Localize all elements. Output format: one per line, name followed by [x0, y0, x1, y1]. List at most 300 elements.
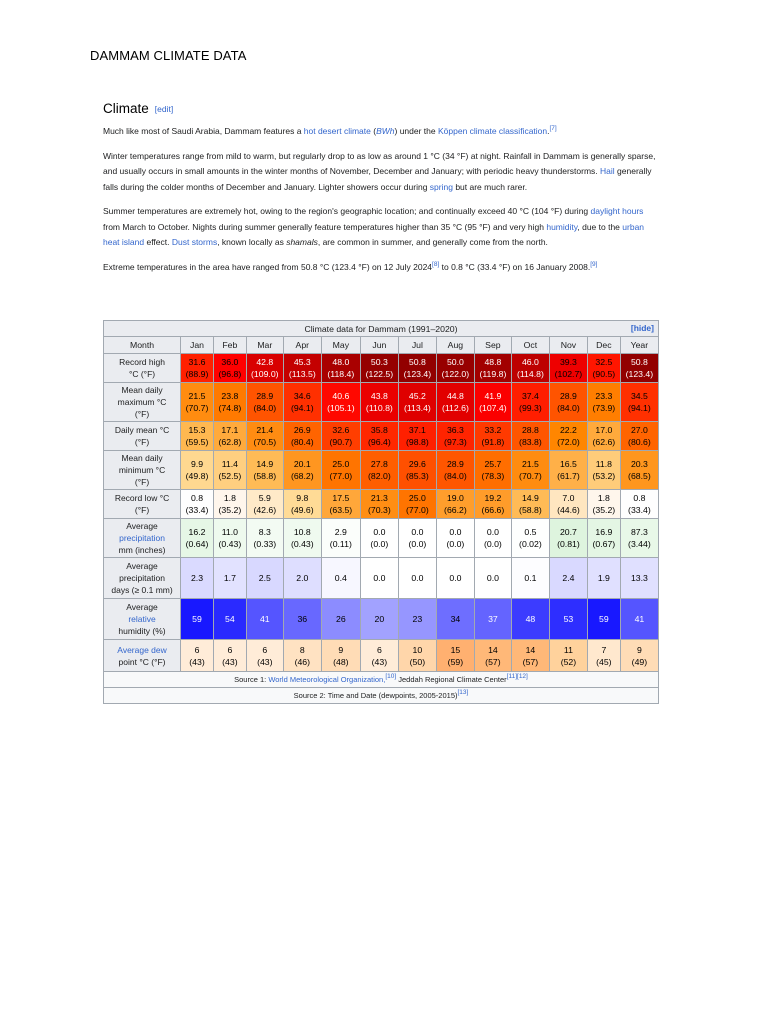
- text: Winter temperatures range from mild to warm, but regularly drop to as low as around 1 °C (34 °F) at night. Rainfall in Dammam is generally sparse, and usually occurs in small amounts in the winter months of November, December and January; with periodic heavy thunderstorms.: [103, 150, 656, 176]
- table-cell: [181, 640, 214, 672]
- cell-value: 59: [599, 614, 609, 624]
- paragraph-extremes: [103, 260, 659, 276]
- table-cell: [283, 354, 321, 383]
- cell-value: 25.7: [484, 459, 502, 469]
- row-label-line: °C (°F): [128, 369, 156, 379]
- cell-value-secondary: (105.1): [327, 403, 355, 413]
- row-label-line: maximum °C: [117, 397, 167, 407]
- table-cell: [360, 451, 398, 490]
- cell-value-secondary: (90.5): [592, 369, 616, 379]
- cell-value: 11.0: [221, 527, 238, 537]
- cell-value-secondary: (123.4): [403, 369, 432, 379]
- text: Extreme temperatures in the area have ranged from 50.8 °C (123.4 °F) on 12 July 2024: [103, 261, 433, 272]
- text: generally falls during the colder months of December and January. Lighter showers occur during: [103, 166, 652, 192]
- text: ) under the: [394, 126, 438, 136]
- cell-value: 25.0: [408, 493, 426, 503]
- hide-toggle[interactable]: [hide]: [630, 323, 654, 333]
- link-humidity[interactable]: humidity: [546, 221, 578, 232]
- text: Summer temperatures are extremely hot, owing to the region's geographic location; and continually exceed 40 °C (104 °F) during: [103, 206, 591, 216]
- table-cell: [474, 490, 511, 519]
- cell-value-secondary: (99.3): [519, 403, 542, 413]
- table-cell: [549, 451, 587, 490]
- cell-value: 15: [450, 644, 461, 655]
- row-label-line: precipitation: [119, 573, 165, 583]
- table-cell: [398, 640, 436, 672]
- cell-value: 48.8: [484, 357, 502, 367]
- cell-value: 2.5: [258, 573, 271, 583]
- table-cell: [321, 490, 360, 519]
- header-nov: Nov: [549, 337, 587, 354]
- cell-value: 27.8: [370, 459, 388, 469]
- table-row: [104, 451, 659, 490]
- cell-value: 19.0: [446, 493, 464, 503]
- header-apr: Apr: [283, 337, 321, 354]
- cell-value-secondary: (61.7): [557, 471, 580, 481]
- table-cell: [398, 383, 436, 422]
- cell-value-secondary: (52.5): [218, 471, 242, 481]
- cell-value-secondary: (0.33): [253, 539, 277, 549]
- citation-11-12[interactable]: [11][12]: [506, 672, 528, 680]
- cell-value-secondary: (113.4): [403, 403, 431, 413]
- cell-value: 40.6: [332, 391, 350, 401]
- cell-value: 11.8: [595, 459, 612, 469]
- cell-value-secondary: (35.2): [592, 505, 616, 515]
- row-label: [104, 451, 181, 490]
- cell-value: 20.1: [293, 459, 311, 469]
- table-cell: [321, 599, 360, 640]
- table-row: [104, 354, 659, 383]
- table-cell: [587, 640, 620, 672]
- header-month: Month: [104, 337, 181, 354]
- row-label-line: Mean daily: [121, 385, 163, 395]
- header-aug: Aug: [436, 337, 474, 354]
- row-label: [104, 383, 181, 422]
- table-cell: [321, 558, 360, 599]
- cell-value: 29.6: [408, 459, 426, 469]
- cell-value: 27.0: [630, 425, 648, 435]
- table-row: [104, 519, 659, 558]
- cell-value-secondary: (70.5): [253, 437, 277, 447]
- cell-value-secondary: (62.8): [218, 437, 242, 447]
- cell-value: 0.0: [373, 573, 386, 583]
- cell-value-secondary: (73.9): [592, 403, 616, 413]
- table-cell: [511, 451, 549, 490]
- table-cell: [213, 599, 246, 640]
- cell-value: 0.4: [334, 573, 347, 583]
- table-cell: [181, 490, 214, 519]
- cell-value: 0.0: [411, 573, 424, 583]
- table-cell: [283, 383, 321, 422]
- table-cell: [511, 422, 549, 451]
- cell-value: 37.4: [521, 391, 539, 401]
- cell-value: 17.1: [221, 425, 239, 435]
- table-cell: [587, 383, 620, 422]
- citation-7[interactable]: [7]: [549, 125, 557, 132]
- table-cell: [398, 422, 436, 451]
- table-cell: [511, 640, 549, 672]
- cell-value: 0.5: [524, 527, 537, 537]
- header-may: May: [321, 337, 360, 354]
- table-row: [104, 558, 659, 599]
- table-cell: [620, 422, 658, 451]
- table-cell: [549, 422, 587, 451]
- cell-value-secondary: (68.2): [290, 471, 314, 481]
- cell-value-secondary: (48): [333, 656, 349, 667]
- cell-value-secondary: (88.9): [185, 369, 209, 379]
- cell-value-secondary: (90.7): [329, 437, 353, 447]
- cell-value-secondary: (97.3): [444, 437, 467, 447]
- cell-value-secondary: (59): [447, 656, 464, 667]
- cell-value: 48: [525, 614, 536, 624]
- table-cell: [549, 383, 587, 422]
- cell-value-secondary: (46): [294, 656, 311, 667]
- table-cell: [181, 422, 214, 451]
- cell-value: 50.3: [370, 357, 388, 367]
- cell-value-secondary: (0.02): [519, 539, 542, 549]
- cell-value: 9: [338, 644, 344, 655]
- cell-value: 10.8: [293, 527, 311, 537]
- row-label-line: (°F): [134, 477, 150, 487]
- table-cell: [436, 354, 474, 383]
- cell-value: 5.9: [258, 493, 271, 503]
- cell-value: 50.8: [408, 357, 426, 367]
- row-label-line: (°F): [134, 437, 150, 447]
- climate-table: [103, 320, 659, 704]
- cell-value: 28.8: [521, 425, 539, 435]
- cell-value: 48.0: [332, 357, 350, 367]
- table-cell: [283, 599, 321, 640]
- table-cell: [283, 422, 321, 451]
- table-cell: [181, 599, 214, 640]
- row-label-line[interactable]: precipitation: [119, 533, 165, 543]
- citation-13[interactable]: [13]: [457, 688, 469, 696]
- table-cell: [360, 519, 398, 558]
- cell-value: 6: [376, 644, 382, 655]
- cell-value: 50.0: [446, 357, 464, 367]
- cell-value: 20.7: [559, 527, 577, 537]
- cell-value-secondary: (74.8): [218, 403, 242, 413]
- cell-value: 6: [194, 644, 200, 655]
- term-shamals: shamals: [286, 237, 318, 247]
- table-cell: [321, 640, 360, 672]
- cell-value-secondary: (58.8): [519, 505, 542, 515]
- link-koppen[interactable]: Köppen climate classification: [437, 126, 548, 136]
- cell-value-secondary: (49): [631, 656, 648, 667]
- cell-value-secondary: (43): [189, 656, 205, 667]
- section-title: Climate: [103, 101, 149, 116]
- cell-value: 87.3: [630, 527, 648, 537]
- table-cell: [213, 354, 246, 383]
- table-cell: [213, 490, 246, 519]
- table-cell: [511, 558, 549, 599]
- cell-value-secondary: (83.8): [519, 437, 542, 447]
- cell-value: 46.0: [521, 357, 539, 367]
- link-bwh[interactable]: BWh: [376, 126, 395, 136]
- cell-value-secondary: (66.6): [481, 505, 505, 515]
- text: (: [370, 126, 377, 136]
- table-cell: [620, 519, 658, 558]
- table-cell: [246, 451, 283, 490]
- cell-value-secondary: (82.0): [368, 471, 391, 481]
- cell-value: 20.3: [630, 459, 648, 469]
- table-cell: [398, 451, 436, 490]
- cell-value-secondary: (96.4): [368, 437, 391, 447]
- cell-value: 1.8: [597, 493, 610, 503]
- cell-value: 8.3: [258, 527, 271, 537]
- cell-value-secondary: (0.43): [218, 539, 242, 549]
- cell-value: 21.3: [370, 493, 388, 503]
- cell-value-secondary: (43): [371, 656, 388, 667]
- cell-value-secondary: (49.6): [290, 505, 314, 515]
- table-cell: [511, 354, 549, 383]
- paragraph-winter: [103, 149, 659, 196]
- text: , are common in summer, and generally come from the north.: [317, 237, 548, 247]
- cell-value: 43.8: [370, 391, 388, 401]
- cell-value-secondary: (0.67): [592, 539, 616, 549]
- cell-value-secondary: (94.1): [628, 403, 651, 413]
- header-jul: Jul: [398, 337, 436, 354]
- cell-value: 15.3: [188, 425, 206, 435]
- cell-value: 36.0: [221, 357, 239, 367]
- cell-value: 16.2: [188, 527, 206, 537]
- table-cell: [181, 558, 214, 599]
- row-label-line: Mean daily: [121, 453, 163, 463]
- table-header-row: [104, 337, 659, 354]
- table-body: [104, 354, 659, 672]
- cell-value: 16.5: [559, 459, 577, 469]
- cell-value-secondary: (58.8): [253, 471, 277, 481]
- table-cell: [360, 490, 398, 519]
- link-hot-desert-climate[interactable]: hot desert climate: [303, 126, 371, 136]
- header-jun: Jun: [360, 337, 398, 354]
- cell-value-secondary: (62.6): [592, 437, 616, 447]
- cell-value-secondary: (112.6): [441, 403, 469, 413]
- source-row-1: [104, 672, 659, 688]
- link-spring[interactable]: spring: [429, 181, 453, 192]
- cell-value-secondary: (42.6): [253, 505, 277, 515]
- cell-value: 54: [225, 614, 235, 624]
- table-cell: [360, 354, 398, 383]
- cell-value-secondary: (85.3): [406, 471, 429, 481]
- cell-value: 0.0: [486, 527, 499, 537]
- table-cell: [436, 599, 474, 640]
- cell-value: 1.9: [597, 573, 610, 583]
- row-label-line: point °C (°F): [118, 656, 166, 667]
- cell-value: 53: [563, 614, 574, 624]
- cell-value: 59: [192, 614, 202, 624]
- cell-value: 32.6: [332, 425, 350, 435]
- table-cell: [321, 519, 360, 558]
- cell-value: 25.0: [332, 459, 350, 469]
- text: Jeddah Regional Climate Center: [396, 674, 507, 684]
- cell-value-secondary: (77.0): [406, 505, 429, 515]
- text: from March to October. Nights during summer generally feature temperatures higher than 35 °C (95 °F) and very high: [103, 221, 547, 232]
- row-label-line: mm (inches): [118, 545, 166, 555]
- header-oct: Oct: [511, 337, 549, 354]
- table-cell: [436, 558, 474, 599]
- cell-value: 9.8: [296, 493, 309, 503]
- table-cell: [620, 599, 658, 640]
- cell-value: 37: [488, 614, 498, 624]
- table-cell: [398, 599, 436, 640]
- row-label: [104, 519, 181, 558]
- citation-9[interactable]: [9]: [590, 260, 598, 268]
- link-daylight-hours[interactable]: daylight hours: [590, 206, 644, 216]
- text: but are much rarer.: [452, 181, 528, 192]
- cell-value: 2.3: [190, 573, 204, 583]
- table-cell: [246, 354, 283, 383]
- table-cell: [213, 558, 246, 599]
- table-cell: [549, 558, 587, 599]
- cell-value-secondary: (72.0): [557, 437, 580, 447]
- cell-value: 41: [634, 614, 645, 624]
- cell-value: 42.8: [256, 357, 274, 367]
- cell-value-secondary: (78.3): [481, 471, 505, 481]
- table-cell: [321, 354, 360, 383]
- cell-value-secondary: (94.1): [290, 403, 314, 413]
- cell-value: 28.9: [559, 391, 577, 401]
- table-row: [104, 640, 659, 672]
- cell-value-secondary: (70.3): [368, 505, 391, 515]
- section-heading: [103, 100, 659, 118]
- text: to 0.8 °C (33.4 °F) on 16 January 2008.: [439, 261, 591, 272]
- cell-value: 39.3: [559, 357, 577, 367]
- cell-value: 0.8: [633, 493, 646, 503]
- paragraph-summer: [103, 204, 659, 251]
- table-cell: [549, 640, 587, 672]
- table-row: [104, 383, 659, 422]
- table-caption-text: Climate data for Dammam (1991–2020): [304, 323, 458, 334]
- cell-value-secondary: (119.8): [479, 369, 507, 379]
- cell-value-secondary: (77.0): [329, 471, 353, 481]
- source-2: [104, 688, 659, 704]
- table-cell: [436, 422, 474, 451]
- citation-8[interactable]: [8]: [432, 260, 440, 268]
- table-cell: [246, 599, 283, 640]
- row-label-line: Record high: [119, 357, 165, 367]
- row-label-line[interactable]: relative: [128, 614, 156, 624]
- table-cell: [398, 490, 436, 519]
- table-cell: [587, 519, 620, 558]
- cell-value: 2.9: [334, 527, 347, 537]
- climate-section: [103, 100, 659, 284]
- cell-value: 10: [412, 644, 423, 655]
- cell-value-secondary: (44.6): [557, 505, 580, 515]
- table-cell: [620, 383, 658, 422]
- cell-value: 26.9: [293, 425, 311, 435]
- cell-value: 0.0: [486, 573, 499, 583]
- cell-value-secondary: (107.4): [479, 403, 507, 413]
- table-cell: [474, 640, 511, 672]
- cell-value-secondary: (68.5): [628, 471, 651, 481]
- cell-value-secondary: (66.2): [444, 505, 467, 515]
- cell-value: 9: [636, 644, 642, 655]
- text: , due to the: [577, 221, 623, 232]
- table-cell: [321, 451, 360, 490]
- cell-value: 2.0: [296, 573, 309, 583]
- table-cell: [587, 451, 620, 490]
- cell-value-secondary: (49.8): [185, 471, 209, 481]
- table-cell: [181, 451, 214, 490]
- cell-value: 28.9: [446, 459, 464, 469]
- row-label: [104, 422, 181, 451]
- link-wmo[interactable]: World Meteorological Organization,: [268, 674, 386, 684]
- table-cell: [620, 354, 658, 383]
- table-cell: [246, 640, 283, 672]
- cell-value-secondary: (0.0): [408, 539, 427, 549]
- text: .: [547, 126, 550, 136]
- table-cell: [246, 558, 283, 599]
- cell-value-secondary: (96.8): [218, 369, 242, 379]
- table-cell: [213, 451, 246, 490]
- row-label: [104, 640, 181, 672]
- link-dust-storms[interactable]: Dust storms: [171, 237, 218, 247]
- row-label-line: humidity (%): [118, 626, 166, 636]
- row-label: [104, 558, 181, 599]
- link-urban-heat-island[interactable]: urban heat island: [103, 221, 645, 247]
- cell-value: 34: [450, 614, 461, 624]
- cell-value-secondary: (57): [485, 656, 501, 667]
- text: , known locally as: [217, 237, 287, 247]
- cell-value: 36.3: [446, 425, 464, 435]
- cell-value-secondary: (53.2): [592, 471, 616, 481]
- table-cell: [587, 490, 620, 519]
- cell-value: 41: [259, 614, 270, 624]
- page-heading: DAMMAM CLIMATE DATA: [90, 48, 247, 63]
- cell-value: 0.0: [373, 527, 386, 537]
- cell-value: 9.9: [190, 459, 204, 469]
- header-jan: Jan: [181, 337, 214, 354]
- table-cell: [587, 354, 620, 383]
- cell-value: 7: [601, 644, 607, 655]
- table-cell: [549, 490, 587, 519]
- cell-value-secondary: (0.43): [290, 539, 314, 549]
- table-cell: [474, 422, 511, 451]
- table-row: [104, 490, 659, 519]
- row-label-line[interactable]: Average dew: [117, 644, 167, 655]
- citation-10[interactable]: [10]: [385, 672, 397, 680]
- table-cell: [398, 558, 436, 599]
- cell-value-secondary: (98.8): [406, 437, 429, 447]
- cell-value-secondary: (63.5): [329, 505, 353, 515]
- table-cell: [360, 383, 398, 422]
- cell-value-secondary: (0.64): [185, 539, 209, 549]
- cell-value-secondary: (84.0): [557, 403, 580, 413]
- cell-value: 21.5: [521, 459, 539, 469]
- cell-value-secondary: (0.11): [329, 539, 352, 549]
- table-cell: [360, 599, 398, 640]
- edit-link[interactable]: [edit]: [154, 104, 174, 114]
- cell-value: 14: [525, 644, 536, 655]
- table-cell: [620, 490, 658, 519]
- header-mar: Mar: [246, 337, 283, 354]
- cell-value: 14: [488, 644, 498, 655]
- table-cell: [181, 519, 214, 558]
- header-dec: Dec: [587, 337, 620, 354]
- header-year: Year: [620, 337, 658, 354]
- row-label-line: (°F): [134, 409, 150, 419]
- cell-value: 23.3: [595, 391, 613, 401]
- row-label-line: Average: [126, 602, 158, 612]
- table-cell: [620, 640, 658, 672]
- cell-value-secondary: (57): [522, 656, 539, 667]
- cell-value: 0.0: [449, 573, 462, 583]
- cell-value: 31.6: [188, 357, 206, 367]
- paragraph-intro: [103, 124, 659, 140]
- cell-value: 41.9: [484, 391, 502, 401]
- link-hail[interactable]: Hail: [600, 166, 615, 176]
- table-cell: [587, 558, 620, 599]
